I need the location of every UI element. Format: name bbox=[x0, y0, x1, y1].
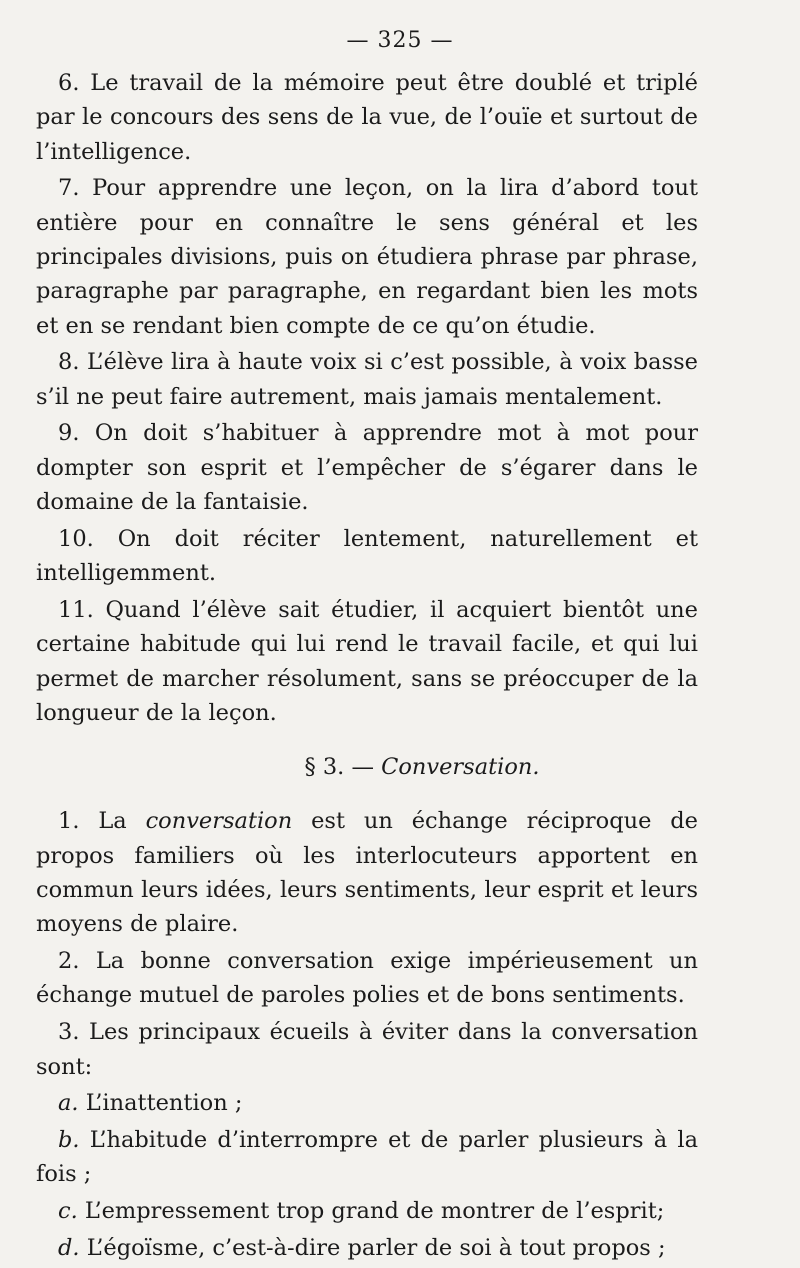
list-text: L’empressement trop grand de montrer de l’esprit; bbox=[77, 1198, 665, 1225]
paragraph-10: 10. On doit réciter lentement, naturellement et intelligemment. bbox=[36, 525, 698, 587]
paragraph-8: 8. L’élève lira à haute voix si c’est possible, à voix basse s’il ne peut faire autrement, mais jamais mentalement. bbox=[36, 349, 698, 410]
conv-1-rest: est un échange réciproque de propos familiers où les interlocuteurs apportent en commun leurs idées, leurs sentiments, leur esprit et leurs moyens de plaire. bbox=[36, 808, 698, 938]
section-prefix: § 3. — bbox=[304, 754, 382, 781]
list-letter: c. bbox=[58, 1198, 78, 1225]
conv-1-num: 1. La bbox=[58, 808, 146, 835]
conversation-paragraph-3: 3. Les principaux écueils à éviter dans la conversation sont: bbox=[36, 1019, 698, 1080]
section-title: Conversation. bbox=[381, 754, 540, 781]
paragraph-11: 11. Quand l’élève sait étudier, il acquiert bientôt une certaine habitude qui lui rend le travail facile, et qui lui permet de marcher résolument, sans se préoccuper de la longueur de la leçon. bbox=[36, 596, 698, 726]
paragraph-7: 7. Pour apprendre une leçon, on la lira d’abord tout entière pour en connaître le sens général et les principales divisions, puis on étudiera phrase par phrase, paragraphe par paragraphe, en regardant bien les mots et en se rendant bien compte de ce qu’on étudie. bbox=[36, 175, 698, 339]
list-letter: a. bbox=[58, 1090, 79, 1117]
list-item-b bbox=[36, 1123, 698, 1192]
list-item-d bbox=[36, 1231, 698, 1265]
section-heading bbox=[36, 750, 698, 784]
page-body bbox=[36, 66, 698, 1268]
list-item-a bbox=[36, 1086, 698, 1120]
conv-1-term: conversation bbox=[145, 808, 293, 835]
page-number: — 325 — bbox=[346, 28, 454, 53]
paragraph-6: 6. Le travail de la mémoire peut être doublé et triplé par le concours des sens de la vue, de l’ouïe et surtout de l’intelligence. bbox=[36, 70, 698, 165]
list-letter: d. bbox=[58, 1235, 80, 1261]
conversation-paragraph-1 bbox=[36, 804, 698, 941]
list-item-c bbox=[36, 1194, 698, 1228]
list-text: L’habitude d’interrompre et de parler plusieurs à la fois ; bbox=[36, 1127, 698, 1188]
list-letter: b. bbox=[58, 1127, 80, 1154]
list-text: L’inattention ; bbox=[78, 1090, 243, 1117]
conversation-paragraph-2: 2. La bonne conversation exige impérieusement un échange mutuel de paroles polies et de bons sentiments. bbox=[36, 948, 698, 1009]
paragraph-9: 9. On doit s’habituer à apprendre mot à mot pour dompter son esprit et l’empêcher de s’égarer dans le domaine de la fantaisie. bbox=[36, 420, 698, 516]
list-text: L’égoïsme, c’est-à-dire parler de soi à tout propos ; bbox=[79, 1235, 666, 1261]
